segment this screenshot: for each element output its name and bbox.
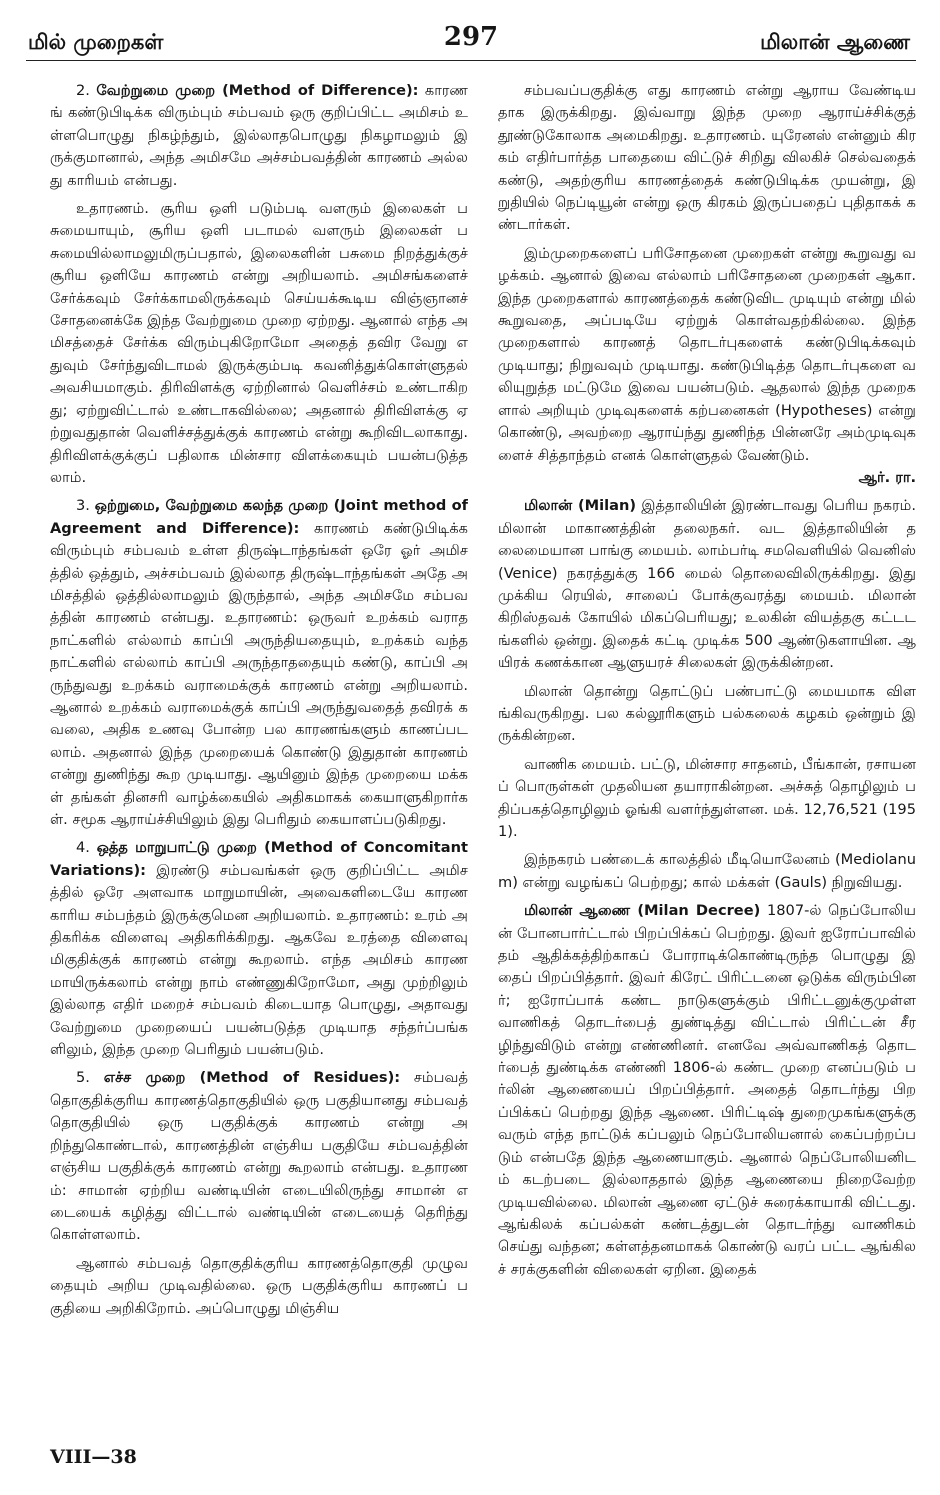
paragraph-text: காரணங் கண்டுபிடிக்க விரும்பும் சம்பவம் ஒரு குறிப்பிட்ட அமிசம் உள்ளபொழுது நிகழ்ந்தும், இல்லாதபொழுது நிகழாமலும் இருக்குமானால், அந்த அமிசமே அச்சம்பவத்தின் காரணம் அல்லது காரியம் என்பது. (50, 82, 468, 189)
paragraph (50, 198, 468, 489)
paragraph-text: இந்நகரம் பண்டைக் காலத்தில் மீடியொலேனம் (Mediolanum) என்று வழங்கப் பெற்றது; கால் மக்கள் (Gauls) நிறுவியது. (498, 851, 916, 891)
paragraph-text: ஆனால் சம்பவத் தொகுதிக்குரிய காரணத்தொகுதி முழுவதையும் அறிய முடிவதில்லை. ஒரு பகுதிக்குரிய காரணப் பகுதியை அறிகிறோம். அப்பொழுது மிஞ்சிய (50, 1254, 468, 1317)
paragraph (50, 495, 468, 831)
right-column (498, 80, 916, 1440)
paragraph-text: 1807-ல் நெப்போலியன் போனபார்ட்டால் பிறப்பிக்கப் பெற்றது. இவர் ஐரோப்பாவில் தம் ஆதிக்கத்திற்காகப் போராடிக்கொண்டிருந்த பொழுது இதைப் பிறப்பித்தார். இவர் கிரேட் பிரிட்டனை ஒடுக்க விரும்பினர்; ஐரோப்பாக் கண்ட நாடுகளுக்கும் பிரிட்டனுக்குமுள்ள வாணிகத் தொடர்பைத் துண்டித்து விட்டால் பிரிட்டன் சீரழிந்துவிடும் என்று எண்ணினர். எனவே அவ்வாணிகத் தொடர்பைத் துண்டிக்க எண்ணி 1806-ல் கண்ட முறை எனப்படும் பர்லின் ஆணையைப் பிறப்பித்தார். அதைத் தொடர்ந்து பிறப்பிக்கப் பெற்றது இந்த ஆணை. பிரிட்டிஷ் துறைமுகங்களுக்கு வரும் எந்த நாட்டுக் கப்பலும் நெப்போலியனால் கைப்பற்றப்படும் என்பதே இந்த ஆணையாகும். ஆனால் நெப்போலியனிடம் கடற்படை இல்லாததால் இந்த ஆணையை நிறைவேற்ற முடியவில்லை. மிலான் ஆணை ஏட்டுச் சுரைக்காயாகி விட்டது. ஆங்கிலக் கப்பல்கள் கண்டத்துடன் தொடர்ந்து வாணிகம் செய்து வந்தன; கள்ளத்தனமாகக் கொண்டு வரப் பட்ட ஆங்கிலச் சரக்குகளின் விலைகள் ஏறின. இதைக் (498, 902, 916, 1278)
paragraph (50, 1253, 468, 1320)
paragraph-number: 3. (76, 497, 90, 515)
paragraph-text: உதாரணம். சூரிய ஒளி படும்படி வளரும் இலைகள் பசுமையாயும், சூரிய ஒளி படாமல் வளரும் இலைகள் பசுமையில்லாமலுமிருப்பதால், இலைகளின் பசுமை நிறத்துக்குச் சூரிய ஒளியே காரணம் என்று அறியலாம். அமிசங்களைச் சேர்க்கவும் சேர்க்காமலிருக்கவும் செய்யக்கூடிய விஞ்ஞானச் சோதனைக்கே இந்த வேற்றுமை முறை ஏற்றது. ஆனால் எந்த அமிசத்தைச் சேர்க்க விரும்புகிறோமோ அதைத் தவிர வேறு எதுவும் சேர்ந்துவிடாமல் இருக்கும்படி கவனித்துக்கொள்ளுதல் அவசியமாகும். திரிவிளக்கு ஏற்றினால் வெளிச்சம் உண்டாகிறது; ஏற்றுவிட்டால் உண்டாகவில்லை; அதனால் திரிவிளக்கு ஏற்றுவதுதான் வெளிச்சத்துக்குக் காரணம் என்று கூறிவிடலாகாது. திரிவிளக்குக்குப் பதிலாக மின்சார விளக்கையும் பயன்படுத்தலாம். (50, 200, 468, 486)
page-number: 297 (443, 22, 499, 52)
heading-term: ஒத்த மாறுபாட்டு முறை (Method of Concomitant Variations): (50, 839, 468, 879)
paragraph (498, 900, 916, 1281)
running-header (26, 14, 916, 61)
paragraph (498, 495, 916, 674)
paragraph-text: சம்பவப்பகுதிக்கு எது காரணம் என்று ஆராய வேண்டியதாக இருக்கிறது. இவ்வாறு இந்த முறை ஆராய்ச்சிக்குத் தூண்டுகோலாக அமைகிறது. உதாரணம். யுரேனஸ் என்னும் கிரகம் எதிர்பார்த்த பாதையை விட்டுச் சிறிது விலகிச் செல்வதைக் கண்டு, அதற்குரிய காரணத்தைக் கண்டுபிடிக்க முயன்று, இறுதியில் நெப்டியூன் என்று ஒரு கிரகம் இருப்பதைப் புதிதாகக் கண்டார்கள். (498, 82, 916, 234)
paragraph (498, 243, 916, 467)
left-column (50, 80, 468, 1440)
volume-footer: VIII—38 (50, 1446, 137, 1468)
heading-term: ஒற்றுமை, வேற்றுமை கலந்த முறை (Joint method of Agreement and Difference): (50, 497, 468, 537)
paragraph (498, 681, 916, 748)
two-column-body (50, 80, 918, 1440)
paragraph (50, 80, 468, 192)
paragraph (50, 837, 468, 1061)
paragraph-text: இம்முறைகளைப் பரிசோதனை முறைகள் என்று கூறுவது வழக்கம். ஆனால் இவை எல்லாம் பரிசோதனை முறைகள் ஆகா. இந்த முறைகளால் காரணத்தைக் கண்டுவிட முடியும் என்று மில் கூறுவதை, அப்படியே ஏற்றுக் கொள்வதற்கில்லை. இந்த முறைகளால் காரணத் தொடர்புகளைக் கண்டுபிடிக்கவும் முடியாது; நிறுவவும் முடியாது. கண்டுபிடித்த தொடர்புகளை வலியுறுத்த மட்டுமே இவை பயன்படும். ஆதலால் இந்த முறைகளால் அறியும் முடிவுகளைக் கற்பனைகள் (Hypotheses) என்று கொண்டு, அவற்றை ஆராய்ந்து துணிந்த பின்னரே அம்முடிவுகளைச் சித்தாந்தம் எனக் கொள்ளுதல் வேண்டும். (498, 244, 916, 464)
paragraph-number: 5. (76, 1069, 90, 1087)
paragraph-number: 2. (76, 82, 90, 99)
paragraph (498, 754, 916, 844)
paragraph-text: காரணம் கண்டுபிடிக்க விரும்பும் சம்பவம் உள்ள திருஷ்டாந்தங்கள் ஒரே ஓர் அமிசத்தில் ஒத்தும், அச்சம்பவம் இல்லாத திருஷ்டாந்தங்கள் அதே அமிசத்தில் ஒத்தில்லாமலும் இருந்தால், அந்த அமிசமே சம்பவத்தின் காரணம் என்பது. உதாரணம்: ஒருவர் உறக்கம் வராத நாட்களில் எல்லாம் காப்பி அருந்தியதையும், உறக்கம் வந்த நாட்களில் எல்லாம் காப்பி அருந்தாததையும் கண்டு, காப்பி அருந்துவது உறக்கம் வராமைக்குக் காரணம் என்று அறியலாம். ஆனால் உறக்கம் வராமைக்குக் காப்பி அருந்துவதைத் தவிரக் கவலை, அதிக உணவு போன்ற பல காரணங்களும் காணப்படலாம். அதனால் இந்த முறையைக் கொண்டு இதுதான் காரணம் என்று துணிந்து கூற முடியாது. ஆயினும் இந்த முறையை மக்கள் தங்கள் தினசரி வாழ்க்கையில் அதிகமாகக் கையாளுகிறார்கள். சமூக ஆராய்ச்சியிலும் இது பெரிதும் கையாளப்படுகிறது. (50, 519, 468, 828)
header-right-title: மிலான் ஆணை (760, 30, 910, 54)
paragraph-text: மிலான் தொன்று தொட்டுப் பண்பாட்டு மையமாக விளங்கிவருகிறது. பல கல்லூரிகளும் பல்கலைக் கழகம் ஒன்றும் இருக்கின்றன. (498, 682, 916, 745)
paragraph-text: சம்பவத் தொகுதிக்குரிய காரணத்தொகுதியில் ஒரு பகுதியானது சம்பவத் தொகுதியில் ஒரு பகுதிக்குக் காரணம் என்று அறிந்துகொண்டால், காரணத்தின் எஞ்சிய பகுதியே சம்பவத்தின் எஞ்சிய பகுதிக்குக் காரணம் என்று கூறலாம் என்பது. உதாரணம்: சாமான் ஏற்றிய வண்டியின் எடையிலிருந்து சாமான் எடையைக் கழித்து விட்டால் வண்டியின் எடையைத் தெரிந்து கொள்ளலாம். (50, 1069, 468, 1244)
paragraph (50, 1067, 468, 1246)
paragraph (498, 80, 916, 237)
paragraph-text: வாணிக மையம். பட்டு, மின்சார சாதனம், பீங்கான், ரசாயனப் பொருள்கள் முதலியன தயாராகின்றன. அச்சுத் தொழிலும் பதிப்பகத்தொழிலும் ஓங்கி வளர்ந்துள்ளன. மக். 12,76,521 (1951). (498, 755, 916, 840)
heading-term: வேற்றுமை முறை (Method of Difference): (96, 82, 419, 99)
heading-term: மிலான் ஆணை (Milan Decree) (524, 902, 761, 920)
heading-term: மிலான் (Milan) (524, 497, 637, 515)
header-left-title: மில் முறைகள் (28, 30, 164, 54)
paragraph-text: இரண்டு சம்பவங்கள் ஒரு குறிப்பிட்ட அமிசத்தில் ஒரே அளவாக மாறுமாயின், அவைகளிடையே காரண காரிய சம்பந்தம் இருக்குமென அறியலாம். உதாரணம்: உரம் அதிகரிக்க விளைவு அதிகரிக்கிறது. ஆகவே உரத்தை விளைவு மிகுதிக்குக் காரணம் என்று கூறலாம். எந்த அமிசம் காரணமாயிருக்கலாம் என்று நாம் எண்ணுகிறோமோ, அது முற்றிலும் இல்லாத எதிர் மறைச் சம்பவம் கிடையாத பொழுது, அதாவது வேற்றுமை முறையைப் பயன்படுத்த முடியாத சந்தர்ப்பங்களிலும், இந்த முறை பெரிதும் பயன்படும். (50, 861, 468, 1059)
heading-term: எச்ச முறை (Method of Residues): (103, 1069, 401, 1087)
paragraph-text: இத்தாலியின் இரண்டாவது பெரிய நகரம். மிலான் மாகாணத்தின் தலைநகர். வட இத்தாலியின் தலைமையான பாங்கு மையம். லாம்பர்டி சமவெளியில் வெனிஸ் (Venice) நகரத்துக்கு 166 மைல் தொலைவிலிருக்கிறது. இது முக்கிய ரெயில், சாலைப் போக்குவரத்து மையம். மிலான் கிறிஸ்தவக் கோயில் மிகப்பெரியது; உலகின் வியத்தகு கட்டடங்களில் ஒன்று. இதைக் கட்டி முடிக்க 500 ஆண்டுகளாயின. ஆயிரக் கணக்கான ஆளுயரச் சிலைகள் இருக்கின்றன. (498, 497, 916, 672)
paragraph (498, 849, 916, 894)
paragraph-number: 4. (76, 839, 90, 857)
author-signature: ஆர். ரா. (858, 468, 916, 486)
